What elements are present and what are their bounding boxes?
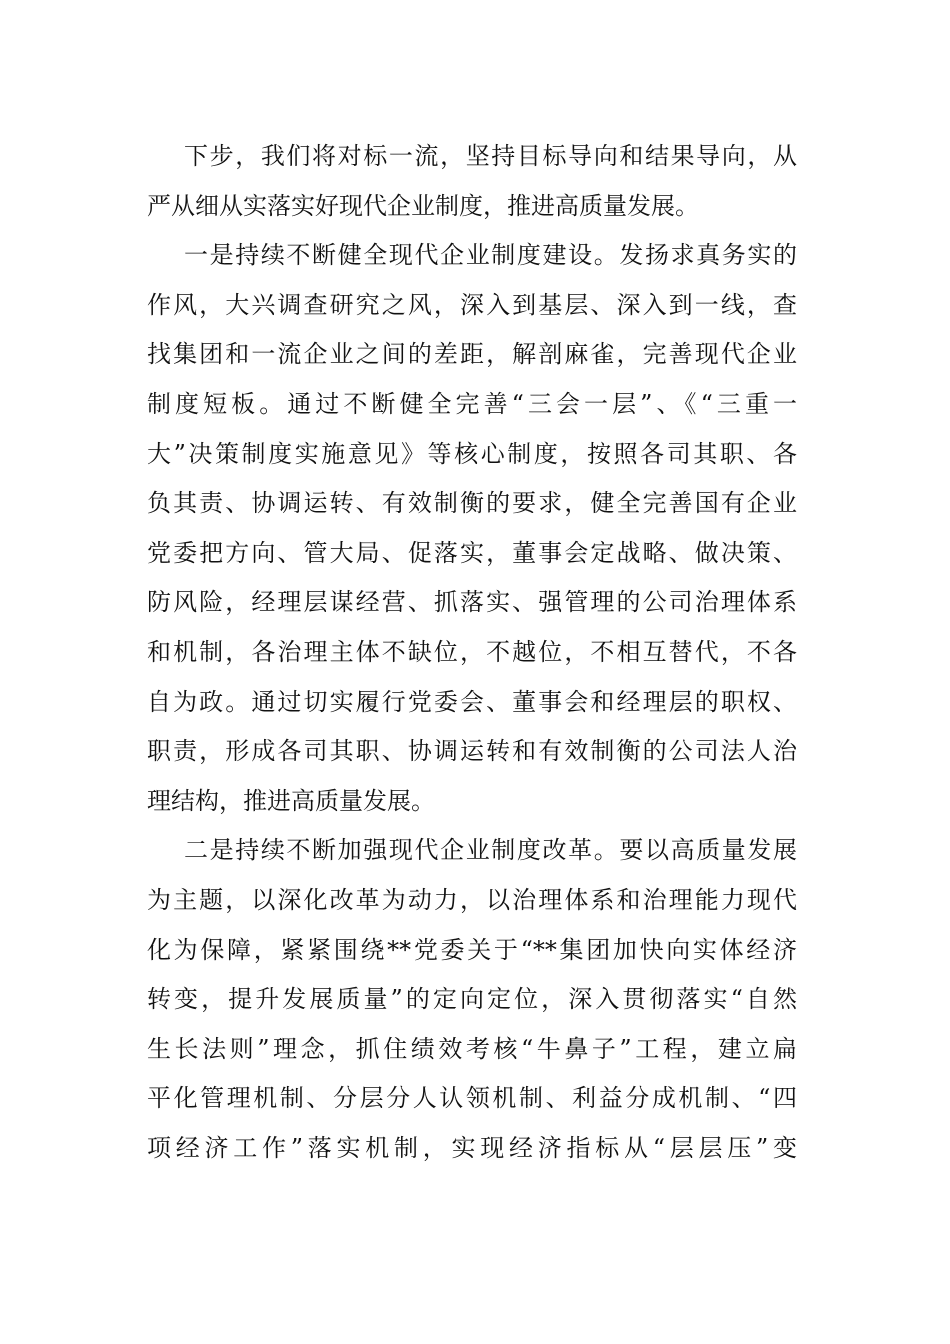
text-line: 一是持续不断健全现代企业制度建设。发扬求真务实的 bbox=[184, 241, 797, 270]
text-line: 理结构，推进高质量发展。 bbox=[147, 786, 435, 815]
text-line: 作风，大兴调查研究之风，深入到基层、深入到一线，查 bbox=[147, 290, 797, 319]
text-line: 负其责、协调运转、有效制衡的要求，健全完善国有企业 bbox=[147, 489, 797, 518]
text-line: 下步，我们将对标一流，坚持目标导向和结果导向，从 bbox=[184, 142, 797, 170]
text-line: 严从细从实落实好现代企业制度，推进高质量发展。 bbox=[147, 191, 699, 220]
text-line: 化为保障，紧紧围绕**党委关于“**集团加快向实体经济 bbox=[147, 935, 797, 964]
text-line: 和机制，各治理主体不缺位，不越位，不相互替代，不各 bbox=[147, 637, 797, 666]
text-line: 制度短板。通过不断健全完善“三会一层”、《“三重一 bbox=[147, 389, 797, 418]
text-line: 生长法则”理念，抓住绩效考核“牛鼻子”工程，建立扁 bbox=[147, 1034, 797, 1063]
paragraph-point-two bbox=[147, 826, 797, 1173]
text-line: 转变，提升发展质量”的定向定位，深入贯彻落实“自然 bbox=[147, 985, 797, 1014]
text-line: 防风险，经理层谋经营、抓落实、强管理的公司治理体系 bbox=[147, 588, 797, 617]
text-line: 职责，形成各司其职、协调运转和有效制衡的公司法人治 bbox=[147, 737, 797, 766]
text-line: 自为政。通过切实履行党委会、董事会和经理层的职权、 bbox=[147, 687, 797, 716]
paragraph-point-one bbox=[147, 231, 797, 826]
text-line: 为主题，以深化改革为动力，以治理体系和治理能力现代 bbox=[147, 885, 797, 914]
paragraph-next-steps bbox=[147, 132, 797, 231]
text-line: 二是持续不断加强现代企业制度改革。要以高质量发展 bbox=[184, 836, 797, 865]
text-line: 平化管理机制、分层分人认领机制、利益分成机制、“四 bbox=[147, 1084, 797, 1113]
text-line: 党委把方向、管大局、促落实，董事会定战略、做决策、 bbox=[147, 538, 797, 567]
text-line: 项经济工作”落实机制，实现经济指标从“层层压”变 bbox=[147, 1133, 797, 1162]
text-line: 找集团和一流企业之间的差距，解剖麻雀，完善现代企业 bbox=[147, 340, 797, 369]
text-line: 大”决策制度实施意见》等核心制度，按照各司其职、各 bbox=[147, 439, 797, 468]
document-body bbox=[147, 132, 797, 1173]
